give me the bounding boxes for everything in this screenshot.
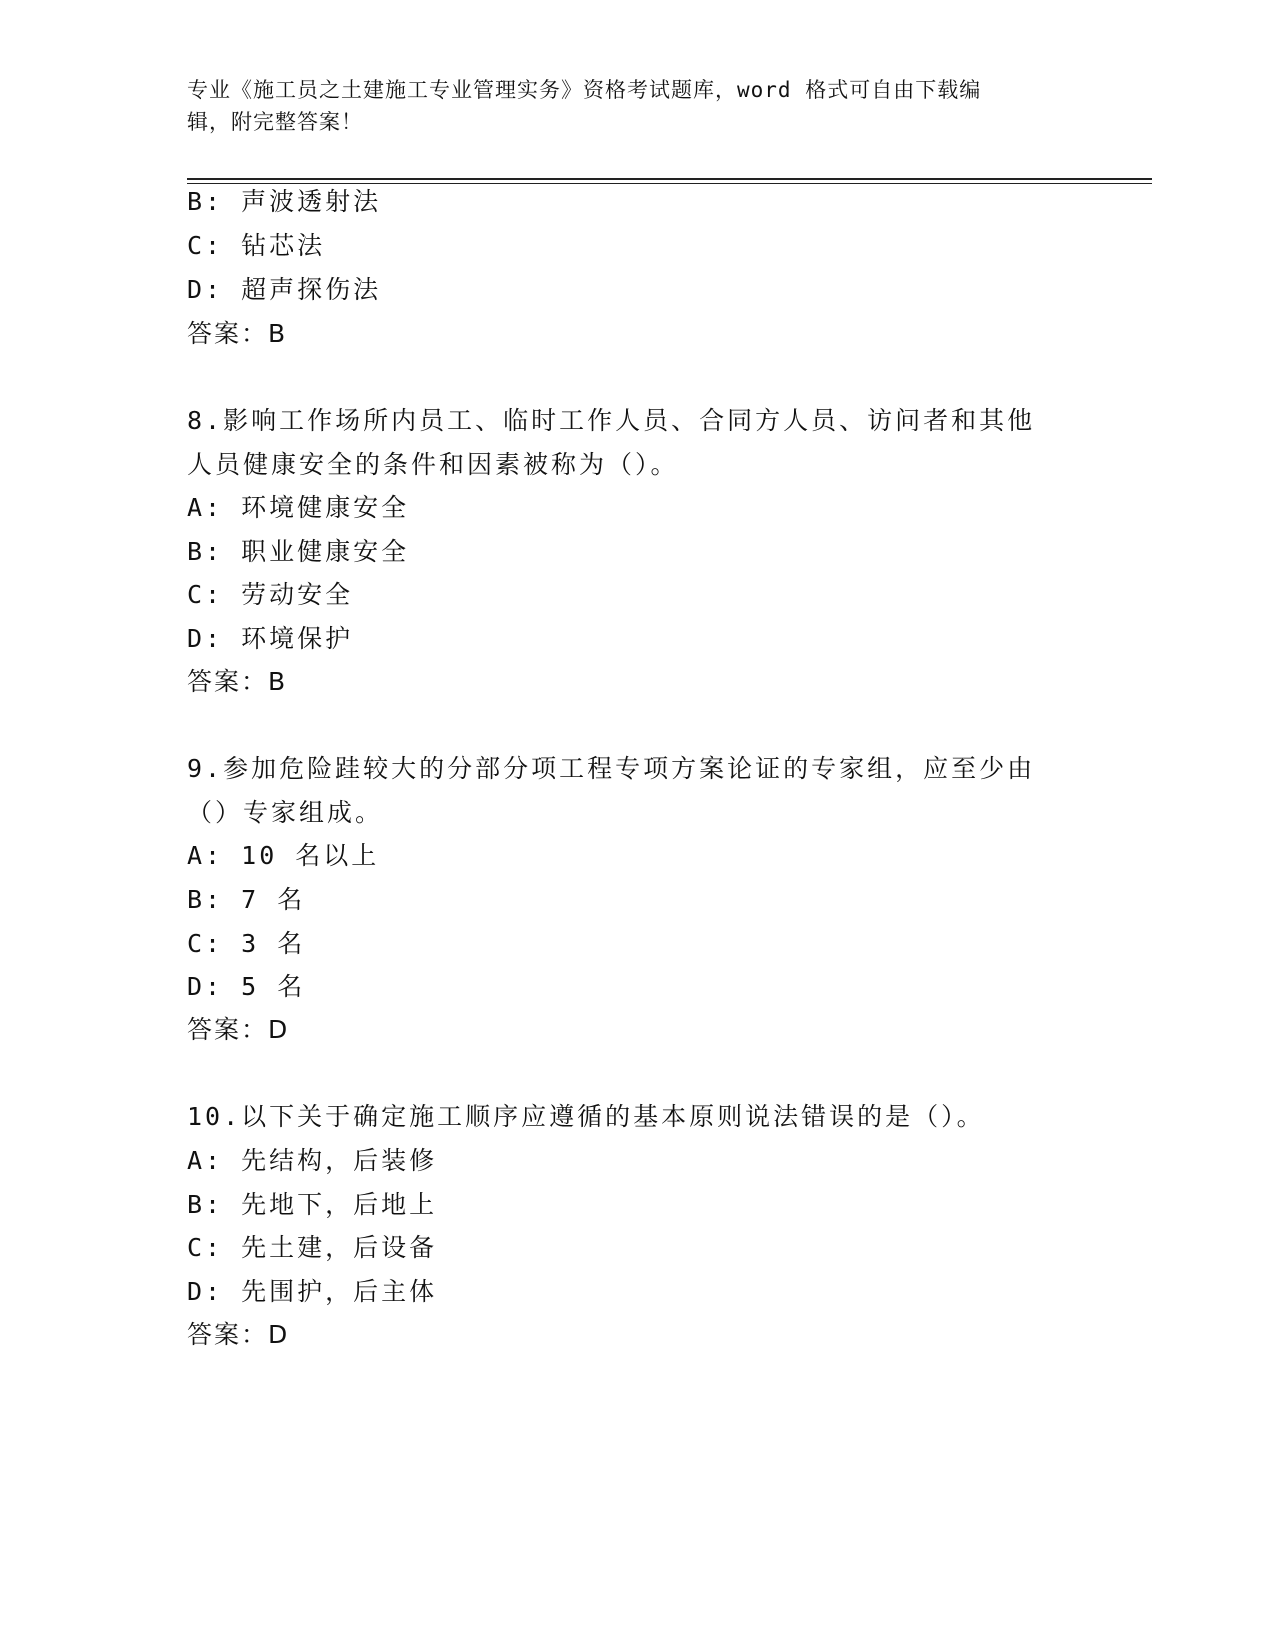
question-9-option-a: A: 10 名以上 — [187, 841, 380, 870]
option-c: C: 钻芯法 — [187, 231, 326, 260]
document-header — [187, 74, 1077, 138]
question-10-option-c: C: 先土建，后设备 — [187, 1233, 438, 1262]
question-10-option-b: B: 先地下，后地上 — [187, 1190, 438, 1219]
question-10-answer: 答案：D — [187, 1320, 290, 1349]
question-8-answer: 答案：B — [187, 667, 288, 696]
question-10-stem: 10.以下关于确定施工顺序应遵循的基本原则说法错误的是（）。 — [187, 1102, 985, 1131]
option-b: B: 声波透射法 — [187, 187, 382, 216]
question-8-option-c: C: 劳动安全 — [187, 580, 354, 609]
question-8-stem-line-1: 8.影响工作场所内员工、临时工作人员、合同方人员、访问者和其他 — [187, 406, 1036, 435]
question-8-option-b: B: 职业健康安全 — [187, 537, 410, 566]
question-9-stem-line-1: 9.参加危险跬较大的分部分项工程专项方案论证的专家组，应至少由 — [187, 754, 1036, 783]
question-9-option-b: B: 7 名 — [187, 885, 306, 914]
question-9-answer: 答案：D — [187, 1015, 290, 1044]
header-line-2: 辑，附完整答案！ — [187, 110, 363, 134]
header-rule-thick — [187, 178, 1152, 180]
header-line-1: 专业《施工员之土建施工专业管理实务》资格考试题库，word 格式可自由下载编 — [187, 78, 982, 102]
question-8-stem-line-2: 人员健康安全的条件和因素被称为（）。 — [187, 450, 679, 479]
answer: 答案：B — [187, 319, 288, 348]
question-8-option-a: A: 环境健康安全 — [187, 493, 410, 522]
question-9-option-d: D: 5 名 — [187, 972, 306, 1001]
option-d: D: 超声探伤法 — [187, 275, 382, 304]
question-10-option-d: D: 先围护，后主体 — [187, 1277, 438, 1306]
question-9-stem-line-2: （）专家组成。 — [187, 798, 384, 827]
question-10-option-a: A: 先结构，后装修 — [187, 1146, 438, 1175]
header-rule-thin — [187, 183, 1152, 184]
question-8-option-d: D: 环境保护 — [187, 624, 354, 653]
question-9-option-c: C: 3 名 — [187, 929, 306, 958]
